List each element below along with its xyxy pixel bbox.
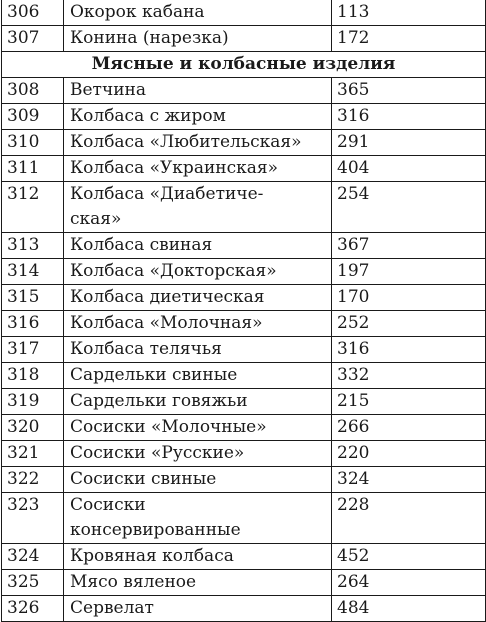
item-number: 314 <box>2 259 64 285</box>
item-name-line: ская» <box>70 209 122 229</box>
item-name: Мясо вяленое <box>64 570 332 596</box>
item-name: Сосиски «Русские» <box>64 441 332 467</box>
item-number: 324 <box>2 544 64 570</box>
table-row <box>2 337 486 363</box>
table-row <box>2 104 486 130</box>
item-value: 367 <box>332 233 486 259</box>
item-value: 266 <box>332 415 486 441</box>
item-number: 319 <box>2 389 64 415</box>
item-value: 365 <box>332 78 486 104</box>
item-name-line: консервированные <box>70 520 241 540</box>
item-number: 322 <box>2 467 64 493</box>
table-row <box>2 259 486 285</box>
table-row <box>2 415 486 441</box>
item-name: Колбаса диетическая <box>64 285 332 311</box>
table-row <box>2 78 486 104</box>
table-row <box>2 311 486 337</box>
table-row <box>2 233 486 259</box>
item-value: 215 <box>332 389 486 415</box>
item-number: 317 <box>2 337 64 363</box>
item-name: Окорок кабана <box>64 0 332 26</box>
item-name: Сосиски «Молочные» <box>64 415 332 441</box>
item-number: 309 <box>2 104 64 130</box>
item-value: 252 <box>332 311 486 337</box>
item-name: Колбаса «Любительская» <box>64 130 332 156</box>
item-value: 170 <box>332 285 486 311</box>
item-name: Сардельки говяжьи <box>64 389 332 415</box>
item-value: 332 <box>332 363 486 389</box>
item-name: Сосиски свиные <box>64 467 332 493</box>
item-number: 312 <box>2 182 64 233</box>
item-number: 316 <box>2 311 64 337</box>
item-value: 484 <box>332 596 486 622</box>
item-number: 318 <box>2 363 64 389</box>
item-number: 321 <box>2 441 64 467</box>
food-calorie-table <box>1 0 486 622</box>
item-number: 323 <box>2 493 64 544</box>
table-row <box>2 493 486 544</box>
item-value: 113 <box>332 0 486 26</box>
table-body <box>2 0 486 622</box>
table-row <box>2 363 486 389</box>
item-value: 172 <box>332 26 486 52</box>
item-number: 315 <box>2 285 64 311</box>
item-name-line: Колбаса «Диабетиче- <box>70 184 264 204</box>
item-name: Колбаса с жиром <box>64 104 332 130</box>
table-row <box>2 441 486 467</box>
item-number: 320 <box>2 415 64 441</box>
item-name-line: Сосиски <box>70 495 146 515</box>
item-name <box>64 493 332 544</box>
item-name: Колбаса свиная <box>64 233 332 259</box>
item-name: Колбаса «Молочная» <box>64 311 332 337</box>
item-name: Конина (нарезка) <box>64 26 332 52</box>
item-number: 313 <box>2 233 64 259</box>
table-row <box>2 26 486 52</box>
table-row <box>2 596 486 622</box>
table-row <box>2 570 486 596</box>
item-number: 311 <box>2 156 64 182</box>
item-value: 264 <box>332 570 486 596</box>
item-number: 310 <box>2 130 64 156</box>
table-row <box>2 467 486 493</box>
item-value: 316 <box>332 104 486 130</box>
table-row <box>2 285 486 311</box>
item-number: 308 <box>2 78 64 104</box>
item-number: 325 <box>2 570 64 596</box>
item-value: 228 <box>332 493 486 544</box>
table-row <box>2 130 486 156</box>
item-number: 307 <box>2 26 64 52</box>
item-name <box>64 182 332 233</box>
table-row <box>2 182 486 233</box>
item-number: 306 <box>2 0 64 26</box>
item-name: Ветчина <box>64 78 332 104</box>
item-name: Сардельки свиные <box>64 363 332 389</box>
table-row <box>2 389 486 415</box>
item-value: 452 <box>332 544 486 570</box>
item-value: 254 <box>332 182 486 233</box>
item-name: Сервелат <box>64 596 332 622</box>
table-row <box>2 0 486 26</box>
item-name: Колбаса телячья <box>64 337 332 363</box>
item-value: 324 <box>332 467 486 493</box>
item-number: 326 <box>2 596 64 622</box>
item-name: Колбаса «Украинская» <box>64 156 332 182</box>
section-title: Мясные и колбасные изделия <box>2 52 486 78</box>
item-value: 316 <box>332 337 486 363</box>
item-name: Колбаса «Докторская» <box>64 259 332 285</box>
table-row <box>2 156 486 182</box>
table-row <box>2 544 486 570</box>
item-value: 197 <box>332 259 486 285</box>
item-value: 220 <box>332 441 486 467</box>
item-value: 291 <box>332 130 486 156</box>
item-value: 404 <box>332 156 486 182</box>
item-name: Кровяная колбаса <box>64 544 332 570</box>
section-header-row <box>2 52 486 78</box>
